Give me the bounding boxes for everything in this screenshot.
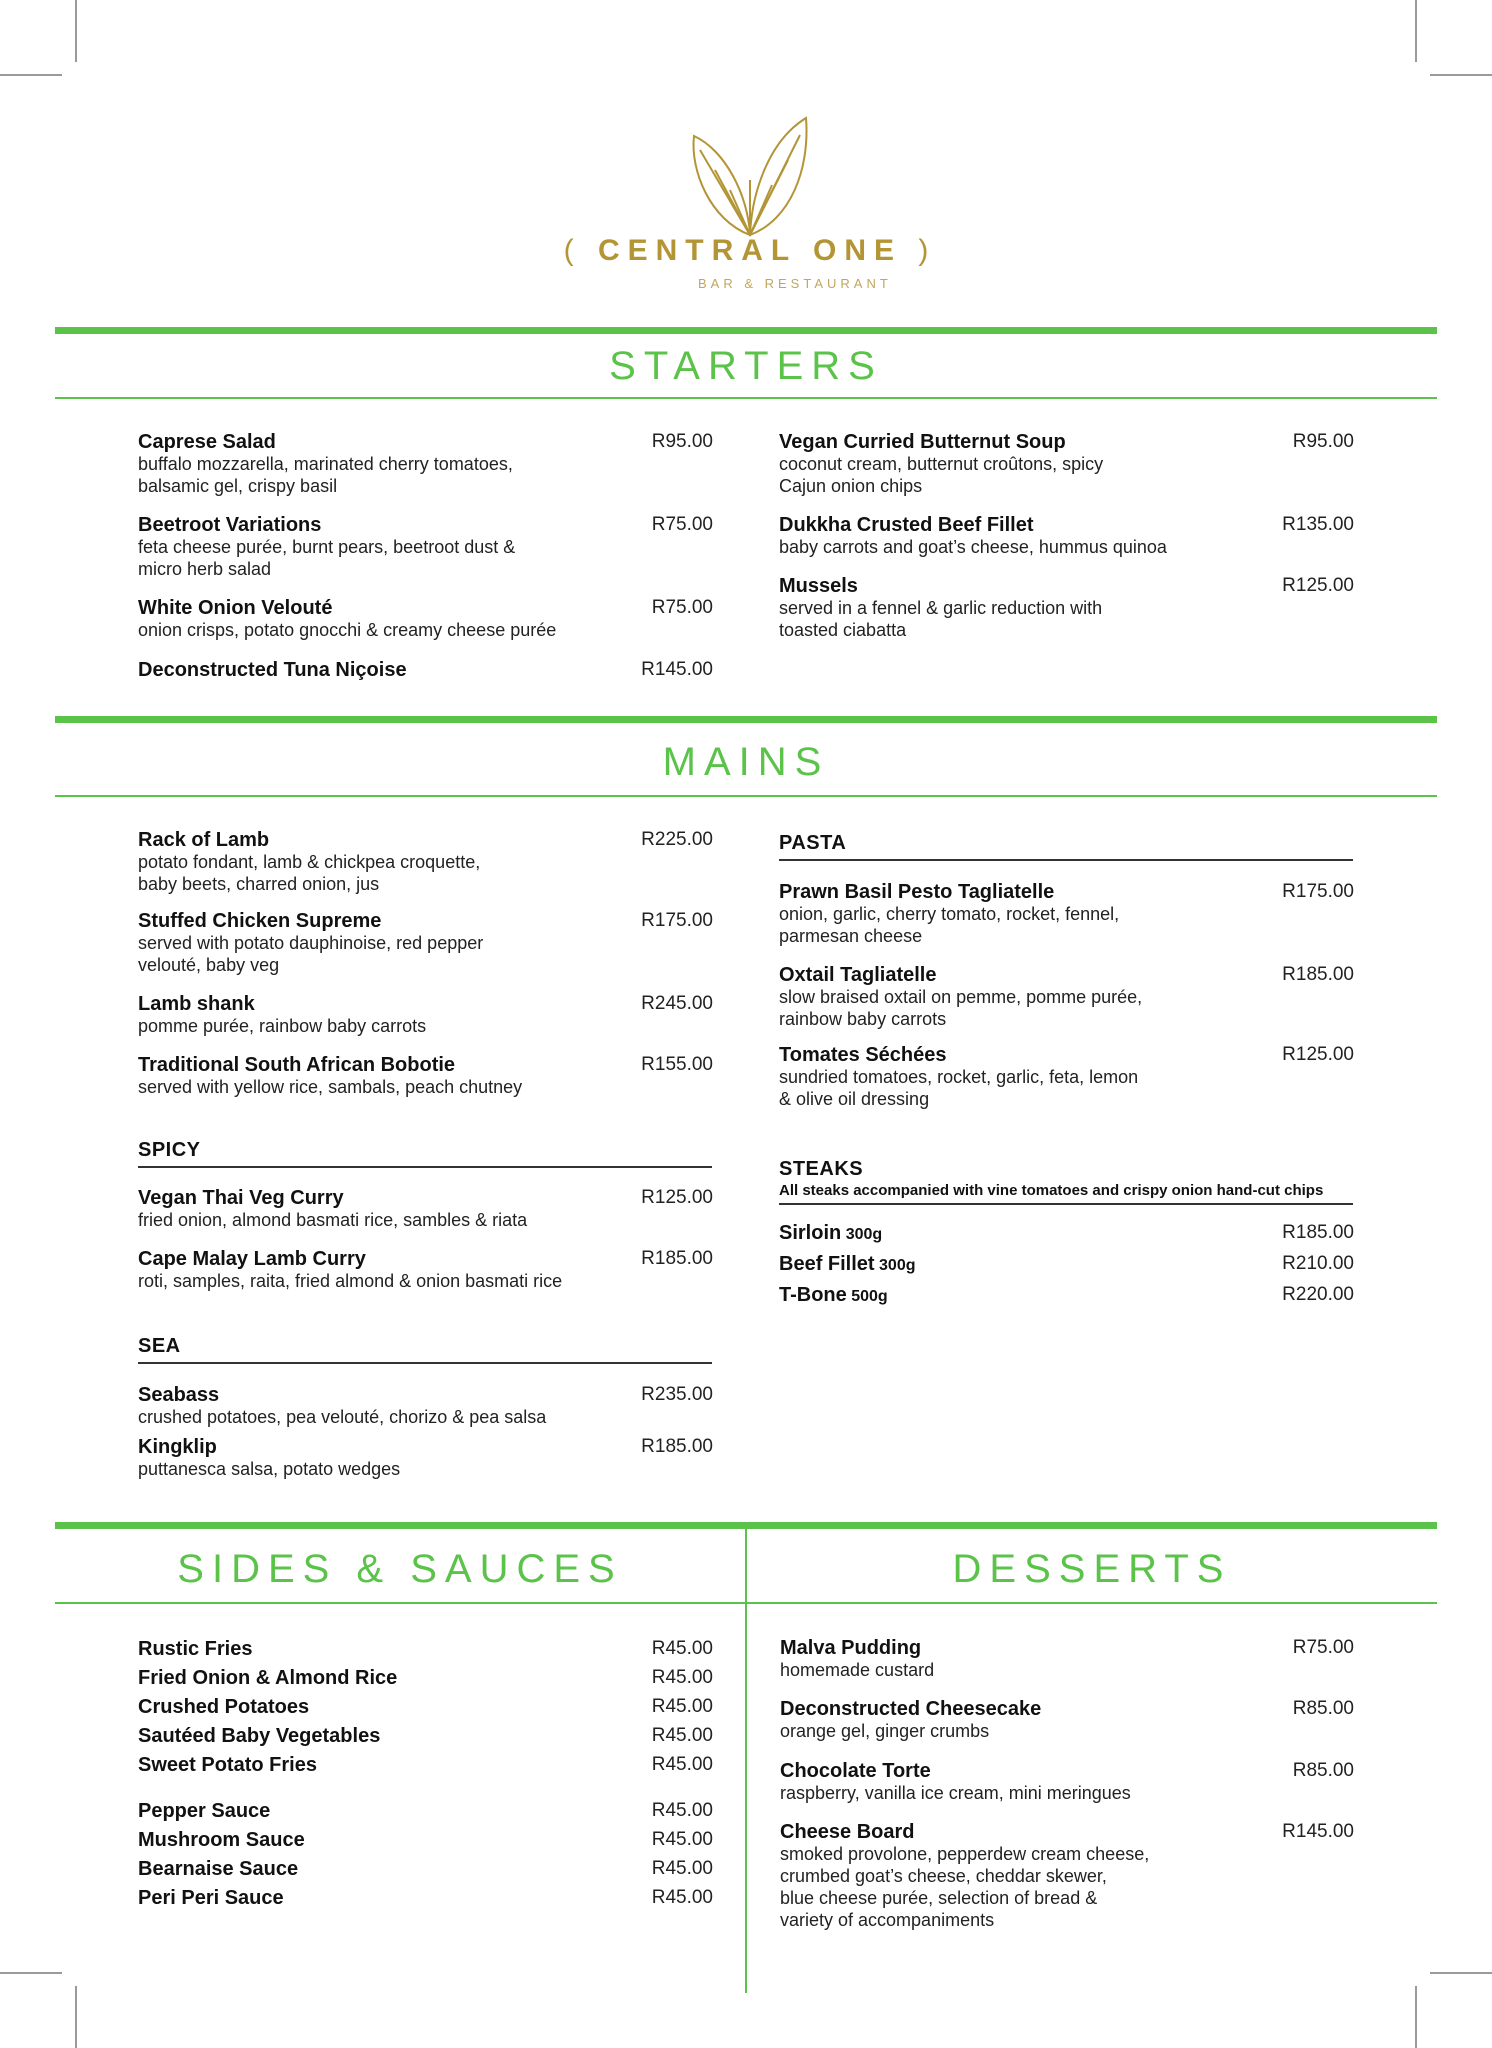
section-title-starters: STARTERS	[609, 344, 883, 388]
menu-item: Traditional South African Bobotie served with yellow rice, sambals, peach chutney R155.00	[138, 1054, 713, 1097]
section-rule	[55, 795, 1437, 797]
subheading-rule	[779, 859, 1353, 861]
section-title-desserts: DESSERTS	[952, 1547, 1232, 1591]
menu-item: Prawn Basil Pesto Tagliatelle onion, garlic, cherry tomato, rocket, fennel, parmesan cheese R175.00	[779, 881, 1354, 946]
column-divider	[745, 1529, 747, 1993]
crop-mark	[0, 74, 62, 76]
leaf-fan-icon	[560, 110, 940, 240]
section-title-mains: MAINS	[662, 740, 830, 784]
menu-item: Malva Pudding homemade custard R75.00	[780, 1637, 1354, 1680]
brand-name: ( CENTRAL ONE )	[563, 234, 937, 267]
menu-item: Beetroot Variations feta cheese purée, burnt pears, beetroot dust & micro herb salad R75.00	[138, 514, 713, 579]
menu-item: Vegan Curried Butternut Soup coconut cream, butternut croûtons, spicy Cajun onion chips R95.00	[779, 431, 1354, 496]
menu-item: Vegan Thai Veg Curry fried onion, almond basmati rice, sambles & riata R125.00	[138, 1187, 713, 1230]
menu-item: Caprese Salad buffalo mozzarella, marinated cherry tomatoes, balsamic gel, crispy basil R95.00	[138, 431, 713, 496]
subheading-rule	[138, 1166, 712, 1168]
subheading-pasta: PASTA	[779, 832, 847, 854]
steak-row: Beef Fillet 300g R210.00	[779, 1253, 1354, 1275]
subheading-sea: SEA	[138, 1335, 181, 1357]
side-row: Sautéed Baby Vegetables R45.00	[138, 1725, 713, 1747]
steak-row: Sirloin 300g R185.00	[779, 1222, 1354, 1244]
side-row: Fried Onion & Almond Rice R45.00	[138, 1667, 713, 1689]
crop-mark	[1430, 1972, 1492, 1974]
crop-mark	[1415, 0, 1417, 62]
steak-row: T-Bone 500g R220.00	[779, 1284, 1354, 1306]
menu-item: Cape Malay Lamb Curry roti, samples, raita, fried almond & onion basmati rice R185.00	[138, 1248, 713, 1291]
menu-item: Rack of Lamb potato fondant, lamb & chickpea croquette, baby beets, charred onion, jus R225.00	[138, 829, 713, 894]
section-rule	[55, 327, 1437, 334]
sauce-row: Peri Peri Sauce R45.00	[138, 1887, 713, 1909]
sauce-row: Pepper Sauce R45.00	[138, 1800, 713, 1822]
menu-item: Lamb shank pomme purée, rainbow baby carrots R245.00	[138, 993, 713, 1036]
menu-item: Deconstructed Tuna Niçoise R145.00	[138, 659, 713, 681]
subheading-steaks: STEAKS	[779, 1158, 864, 1180]
menu-item: White Onion Velouté onion crisps, potato gnocchi & creamy cheese purée R75.00	[138, 597, 713, 640]
side-row: Sweet Potato Fries R45.00	[138, 1754, 713, 1776]
menu-item: Stuffed Chicken Supreme served with potato dauphinoise, red pepper velouté, baby veg R175.00	[138, 910, 713, 975]
brand-logo	[560, 110, 940, 300]
section-rule	[55, 1522, 1437, 1529]
menu-item: Chocolate Torte raspberry, vanilla ice cream, mini meringues R85.00	[780, 1760, 1354, 1803]
section-title-sides: SIDES & SAUCES	[177, 1547, 623, 1591]
steaks-note: All steaks accompanied with vine tomatoes and crispy onion hand-cut chips	[779, 1182, 1324, 1199]
menu-item: Cheese Board smoked provolone, pepperdew cream cheese, crumbed goat’s cheese, cheddar skewer, blue cheese purée, selection of bread & variety of accompaniments R145.00	[780, 1821, 1354, 1930]
subheading-spicy: SPICY	[138, 1139, 201, 1161]
sauce-row: Mushroom Sauce R45.00	[138, 1829, 713, 1851]
crop-mark	[1430, 74, 1492, 76]
crop-mark	[75, 0, 77, 62]
menu-item: Kingklip puttanesca salsa, potato wedges R185.00	[138, 1436, 713, 1479]
section-rule	[55, 397, 1437, 399]
menu-item: Tomates Séchées sundried tomatoes, rocket, garlic, feta, lemon & olive oil dressing R125.00	[779, 1044, 1354, 1109]
menu-item: Dukkha Crusted Beef Fillet baby carrots and goat’s cheese, hummus quinoa R135.00	[779, 514, 1354, 557]
section-rule	[55, 1602, 1437, 1604]
menu-item: Seabass crushed potatoes, pea velouté, chorizo & pea salsa R235.00	[138, 1384, 713, 1427]
side-row: Crushed Potatoes R45.00	[138, 1696, 713, 1718]
sauce-row: Bearnaise Sauce R45.00	[138, 1858, 713, 1880]
subheading-rule	[779, 1203, 1353, 1205]
menu-item: Deconstructed Cheesecake orange gel, ginger crumbs R85.00	[780, 1698, 1354, 1741]
crop-mark	[75, 1986, 77, 2048]
menu-item: Mussels served in a fennel & garlic reduction with toasted ciabatta R125.00	[779, 575, 1354, 640]
subheading-rule	[138, 1362, 712, 1364]
side-row: Rustic Fries R45.00	[138, 1638, 713, 1660]
brand-tagline: BAR & RESTAURANT	[698, 276, 892, 291]
crop-mark	[1415, 1986, 1417, 2048]
crop-mark	[0, 1972, 62, 1974]
section-rule	[55, 716, 1437, 723]
menu-item: Oxtail Tagliatelle slow braised oxtail on pemme, pomme purée, rainbow baby carrots R185.00	[779, 964, 1354, 1029]
